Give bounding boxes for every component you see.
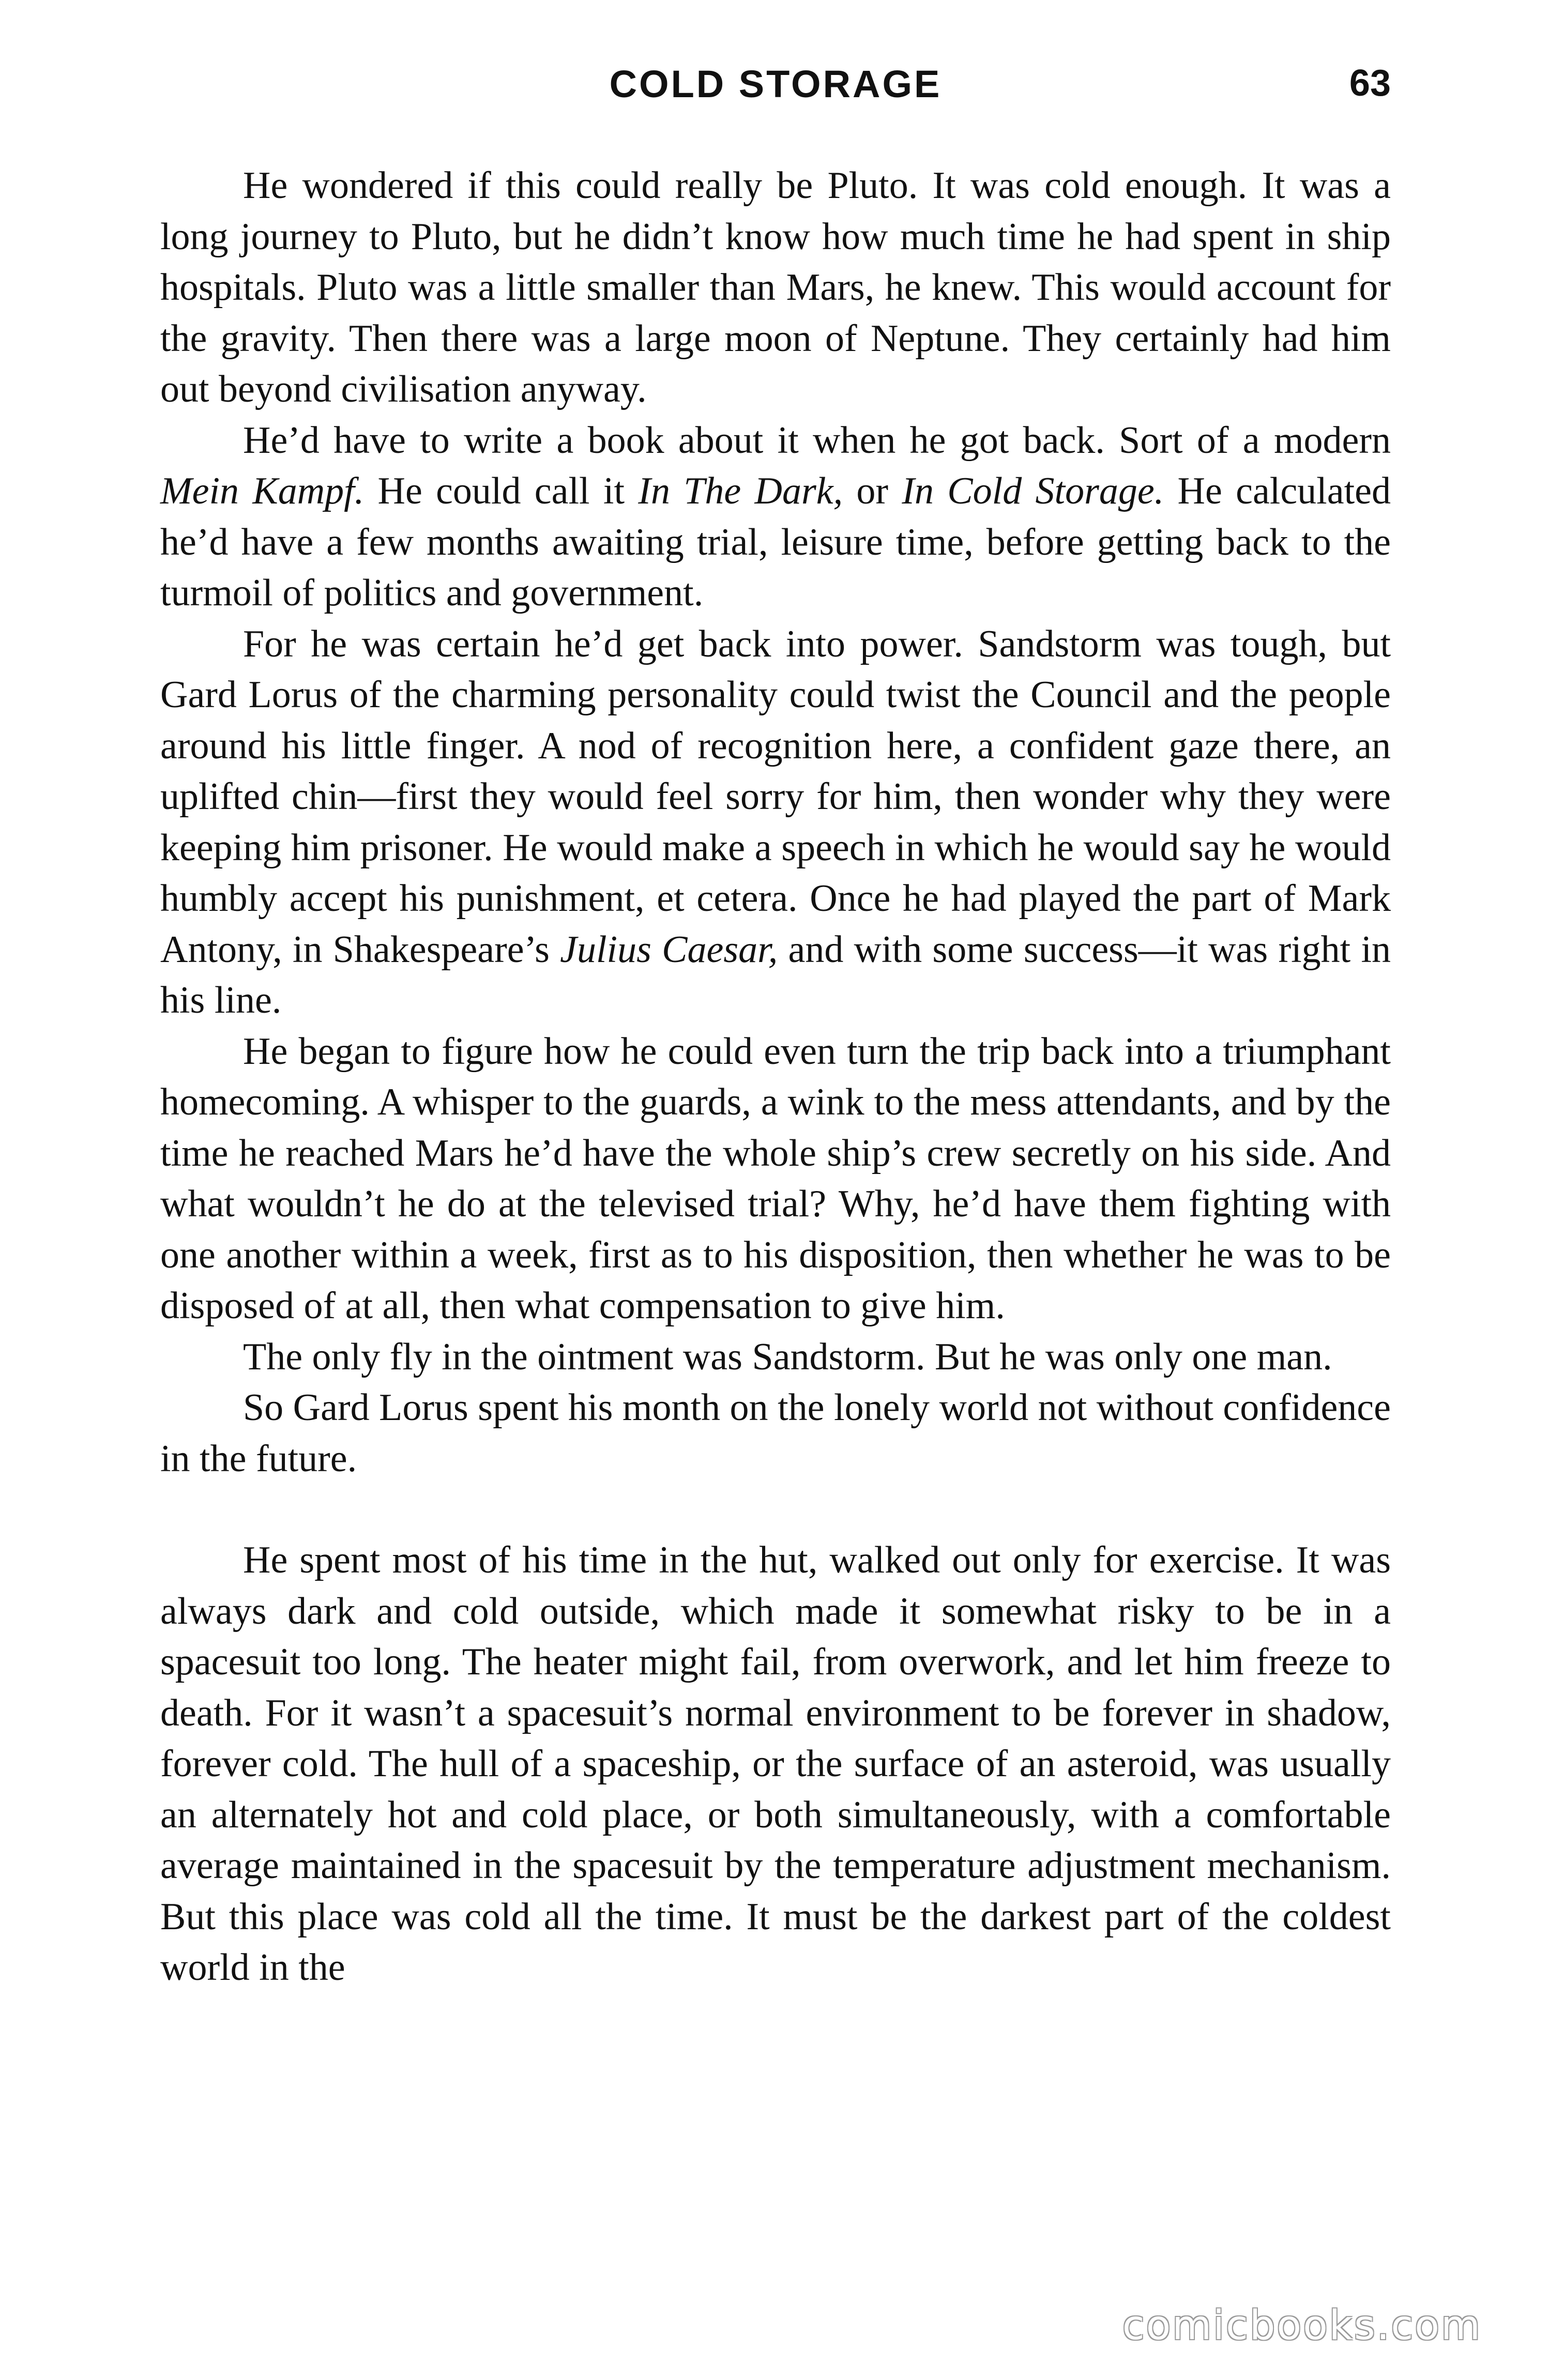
- paragraph-text: He’d have to write a book about it when he got back. Sort of a modern: [243, 419, 1391, 462]
- paragraph: [160, 619, 1391, 1026]
- paragraph: [160, 1026, 1391, 1332]
- italic-title-text: In The Dark,: [638, 470, 843, 512]
- italic-title-text: In Cold Storage.: [902, 470, 1164, 512]
- paragraph: [160, 415, 1391, 619]
- watermark-logo: comicbooks.com: [1122, 2302, 1482, 2349]
- italic-title-text: Julius Caesar,: [560, 928, 778, 971]
- book-page: [160, 62, 1391, 2347]
- paragraph-text: So Gard Lorus spent his month on the lonely world not without confidence in the future.: [160, 1386, 1391, 1480]
- paragraph: [160, 160, 1391, 415]
- paragraph-text: For he was certain he’d get back into power. Sandstorm was tough, but Gard Lorus of the charming personality could twist the Council and the people around his little finger. A nod of recognition here, a confident gaze there, an uplifted chin—first they would feel sorry for him, then wonder why they were keeping him prisoner. He would make a speech in which he would say he would humbly accept his punishment, et cetera. Once he had played the part of Mark Antony, in Shakespeare’s: [160, 622, 1391, 971]
- italic-title-text: Mein Kampf.: [160, 470, 365, 512]
- paragraph-text: He could call it: [364, 470, 639, 512]
- paragraph: [160, 1535, 1391, 1993]
- body-text: [160, 160, 1391, 1993]
- paragraph-text: He began to figure how he could even turn the trip back into a triumphant homecoming. A whisper to the guards, a wink to the mess attendants, and by the time he reached Mars he’d have the whole ship’s crew secretly on his side. And what wouldn’t he do at the televised trial? Why, he’d have them fighting with one another within a week, first as to his disposition, then whether he was to be disposed of at all, then what compensation to give him.: [160, 1030, 1391, 1327]
- paragraph-text: He spent most of his time in the hut, walked out only for exercise. It was always dark and cold outside, which made it somewhat risky to be in a spacesuit too long. The heater might fail, from overwork, and let him freeze to death. For it wasn’t a spacesuit’s normal environment to be forever in shadow, forever cold. The hull of a spaceship, or the surface of an asteroid, was usually an alternately hot and cold place, or both simultaneously, with a comfortable average maintained in the spacesuit by the temperature adjustment mechanism. But this place was cold all the time. It must be the darkest part of the coldest world in the: [160, 1539, 1391, 1989]
- paragraph: [160, 1332, 1391, 1383]
- chapter-title: COLD STORAGE: [609, 63, 942, 105]
- running-head: [160, 62, 1391, 129]
- paragraph-text: or: [843, 470, 902, 512]
- page-number: 63: [1349, 63, 1391, 104]
- paragraph-text: He wondered if this could really be Pluto. It was cold enough. It was a long journey to Pluto, but he didn’t know how much time he had spent in ship hospitals. Pluto was a little smaller than Mars, he knew. This would account for the gravity. Then there was a large moon of Neptune. They certainly had him out beyond civilisation anyway.: [160, 164, 1391, 410]
- paragraph-text: The only fly in the ointment was Sandstorm. But he was only one man.: [243, 1335, 1332, 1378]
- paragraph: [160, 1382, 1391, 1484]
- paragraph-text: and with some success—it was right in his line.: [160, 928, 1391, 1021]
- paragraph-text: He calculated he’d have a few months awaiting trial, leisure time, before getting back to the turmoil of politics and government.: [160, 470, 1391, 614]
